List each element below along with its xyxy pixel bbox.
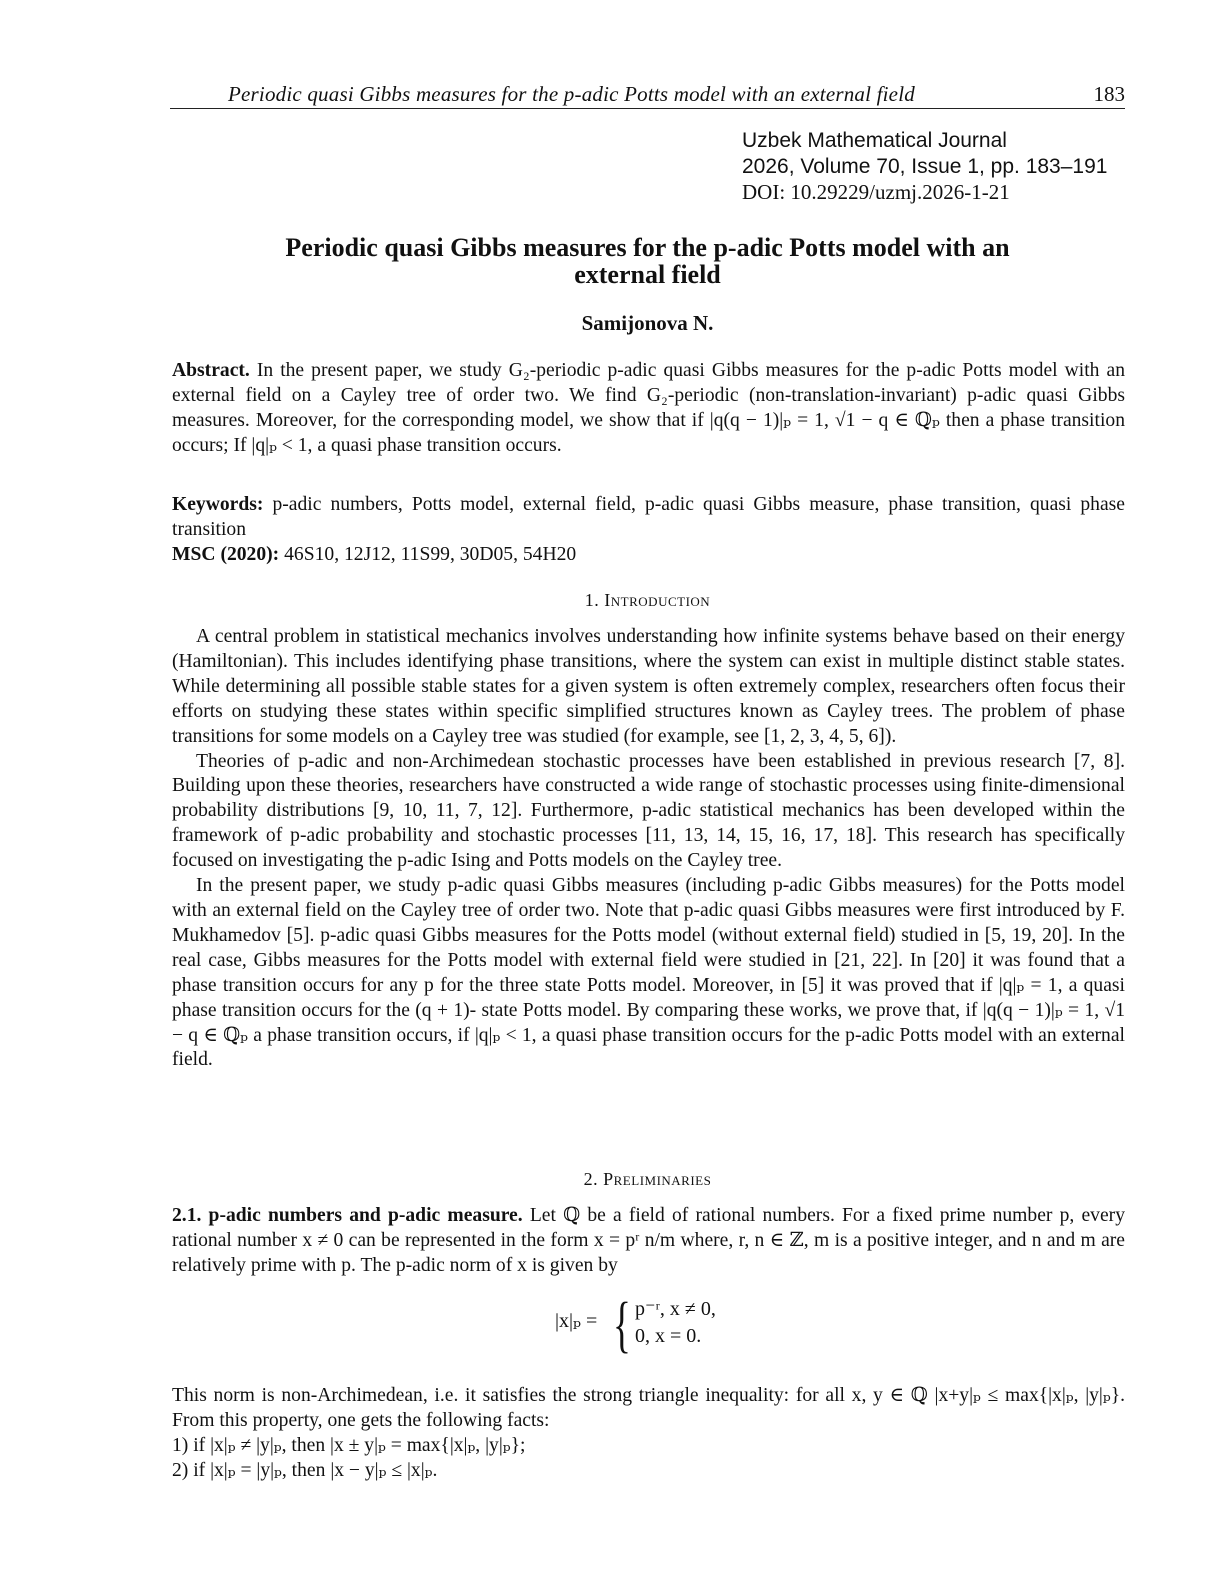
fact-1: 1) if |x|ₚ ≠ |y|ₚ, then |x ± y|ₚ = max{|x|ₚ, |y|ₚ}; — [172, 1434, 526, 1456]
paragraph: A central problem in statistical mechanics involves understanding how infinite systems behave based on their energy (Hamiltonian). This includes identifying phase transitions, where the system can exist in multiple distinct stable states. While determining all possible stable states for a given system is often extremely complex, researchers often focus their efforts on studying these states within specific simplified structures known as Cayley trees. The problem of phase transitions for some models on a Cayley tree was studied (for example, see [1, 2, 3, 4, 5, 6]). — [172, 626, 1125, 747]
keywords-text: p-adic numbers, Potts model, external field, p-adic quasi Gibbs measure, phase transition, quasi phase transition — [172, 494, 1125, 540]
paragraph: Theories of p-adic and non-Archimedean stochastic processes have been established in previous research [7, 8]. Building upon these theories, researchers have constructed a wide range of stochastic processes using finite-dimensional probability distributions [9, 10, 11, 7, 12]. Furthermore, p-adic statistical mechanics has been developed within the framework of p-adic probability and stochastic processes [11, 13, 14, 15, 16, 17, 18]. This research has specifically focused on investigating the p-adic Ising and Potts models on the Cayley tree. — [172, 750, 1125, 872]
page-number: 183 — [1093, 82, 1125, 106]
running-header — [170, 82, 1125, 109]
section-heading-introduction: 1. Introduction — [584, 590, 711, 610]
after-formula-text: This norm is non-Archimedean, i.e. it satisfies the strong triangle inequality: for all x, y ∈ ℚ |x+y|ₚ ≤ max{|x|ₚ, |y|ₚ}. From this property, one gets the following facts: — [172, 1385, 1125, 1431]
title-line-1: Periodic quasi Gibbs measures for the p-adic Potts model with an — [285, 233, 1010, 262]
abstract — [172, 359, 1125, 459]
journal-name: Uzbek Mathematical Journal — [742, 129, 1007, 152]
left-brace: { — [613, 1291, 631, 1359]
formula-cases — [635, 1296, 716, 1350]
article-title — [170, 234, 1125, 288]
section-heading-preliminaries: 2. Preliminaries — [583, 1169, 712, 1189]
keywords — [172, 493, 1125, 568]
author: Samijonova N. — [581, 311, 714, 335]
doi[interactable]: DOI: 10.29229/uzmj.2026-1-21 — [742, 180, 1010, 204]
journal-info — [742, 128, 1107, 180]
msc-text: 46S10, 12J12, 11S99, 30D05, 54H20 — [284, 543, 577, 565]
journal-issue: 2026, Volume 70, Issue 1, pp. 183–191 — [742, 155, 1108, 178]
formula-case-2: 0, x = 0. — [635, 1325, 702, 1347]
msc-label: MSC (2020): — [172, 543, 280, 565]
running-title: Periodic quasi Gibbs measures for the p-adic Potts model with an external field — [228, 82, 915, 106]
fact-2: 2) if |x|ₚ = |y|ₚ, then |x − y|ₚ ≤ |x|ₚ. — [172, 1459, 438, 1481]
formula-lhs: |x|ₚ = — [555, 1310, 598, 1332]
paragraph: In the present paper, we study p-adic quasi Gibbs measures (including p-adic Gibbs measures) for the Potts model with an external field on the Cayley tree of order two. Note that p-adic quasi Gibbs measures were first introduced by F. Mukhamedov [5]. p-adic quasi Gibbs measures for the Potts model (without external field) studied in [5, 19, 20]. In the real case, Gibbs measures for the Potts model with external field were studied in [21, 22]. In [20] it was found that a phase transition occurs for any p for the three state Potts model. Moreover, in [5] it was proved that if |q|ₚ = 1, a quasi phase transition occurs for the (q + 1)- state Potts model. By comparing these works, we prove that, if |q(q − 1)|ₚ = 1, √1 − q ∈ ℚₚ a phase transition occurs, if |q|ₚ < 1, a quasi phase transition occurs for the p-adic Potts model with an external field. — [172, 875, 1125, 1071]
norm-properties — [172, 1384, 1125, 1484]
abstract-label: Abstract. — [172, 360, 250, 381]
keywords-label: Keywords: — [172, 494, 264, 515]
subsection-text: Let ℚ be a field of rational numbers. For a fixed prime number p, every rational number x ≠ 0 can be represented in the form x = pʳ n/m where, r, n ∈ ℤ, m is a positive integer, and n and m are relatively prime with p. The p-adic norm of x is given by — [172, 1205, 1125, 1276]
formula-case-1: p⁻ʳ, x ≠ 0, — [635, 1298, 716, 1320]
introduction-body — [172, 625, 1125, 1073]
title-line-2: external field — [574, 260, 721, 289]
subsection-label: 2.1. p-adic numbers and p-adic measure. — [172, 1205, 523, 1226]
abstract-text: In the present paper, we study G₂-periodic p-adic quasi Gibbs measures for the p-adic Potts model with an external field on a Cayley tree of order two. We find G₂-periodic (non-translation-invariant) p-adic quasi Gibbs measures. Moreover, for the corresponding model, we show that if |q(q − 1)|ₚ = 1, √1 − q ∈ ℚₚ then a phase transition occurs; If |q|ₚ < 1, a quasi phase transition occurs. — [172, 360, 1125, 456]
subsection-2-1 — [172, 1204, 1125, 1279]
